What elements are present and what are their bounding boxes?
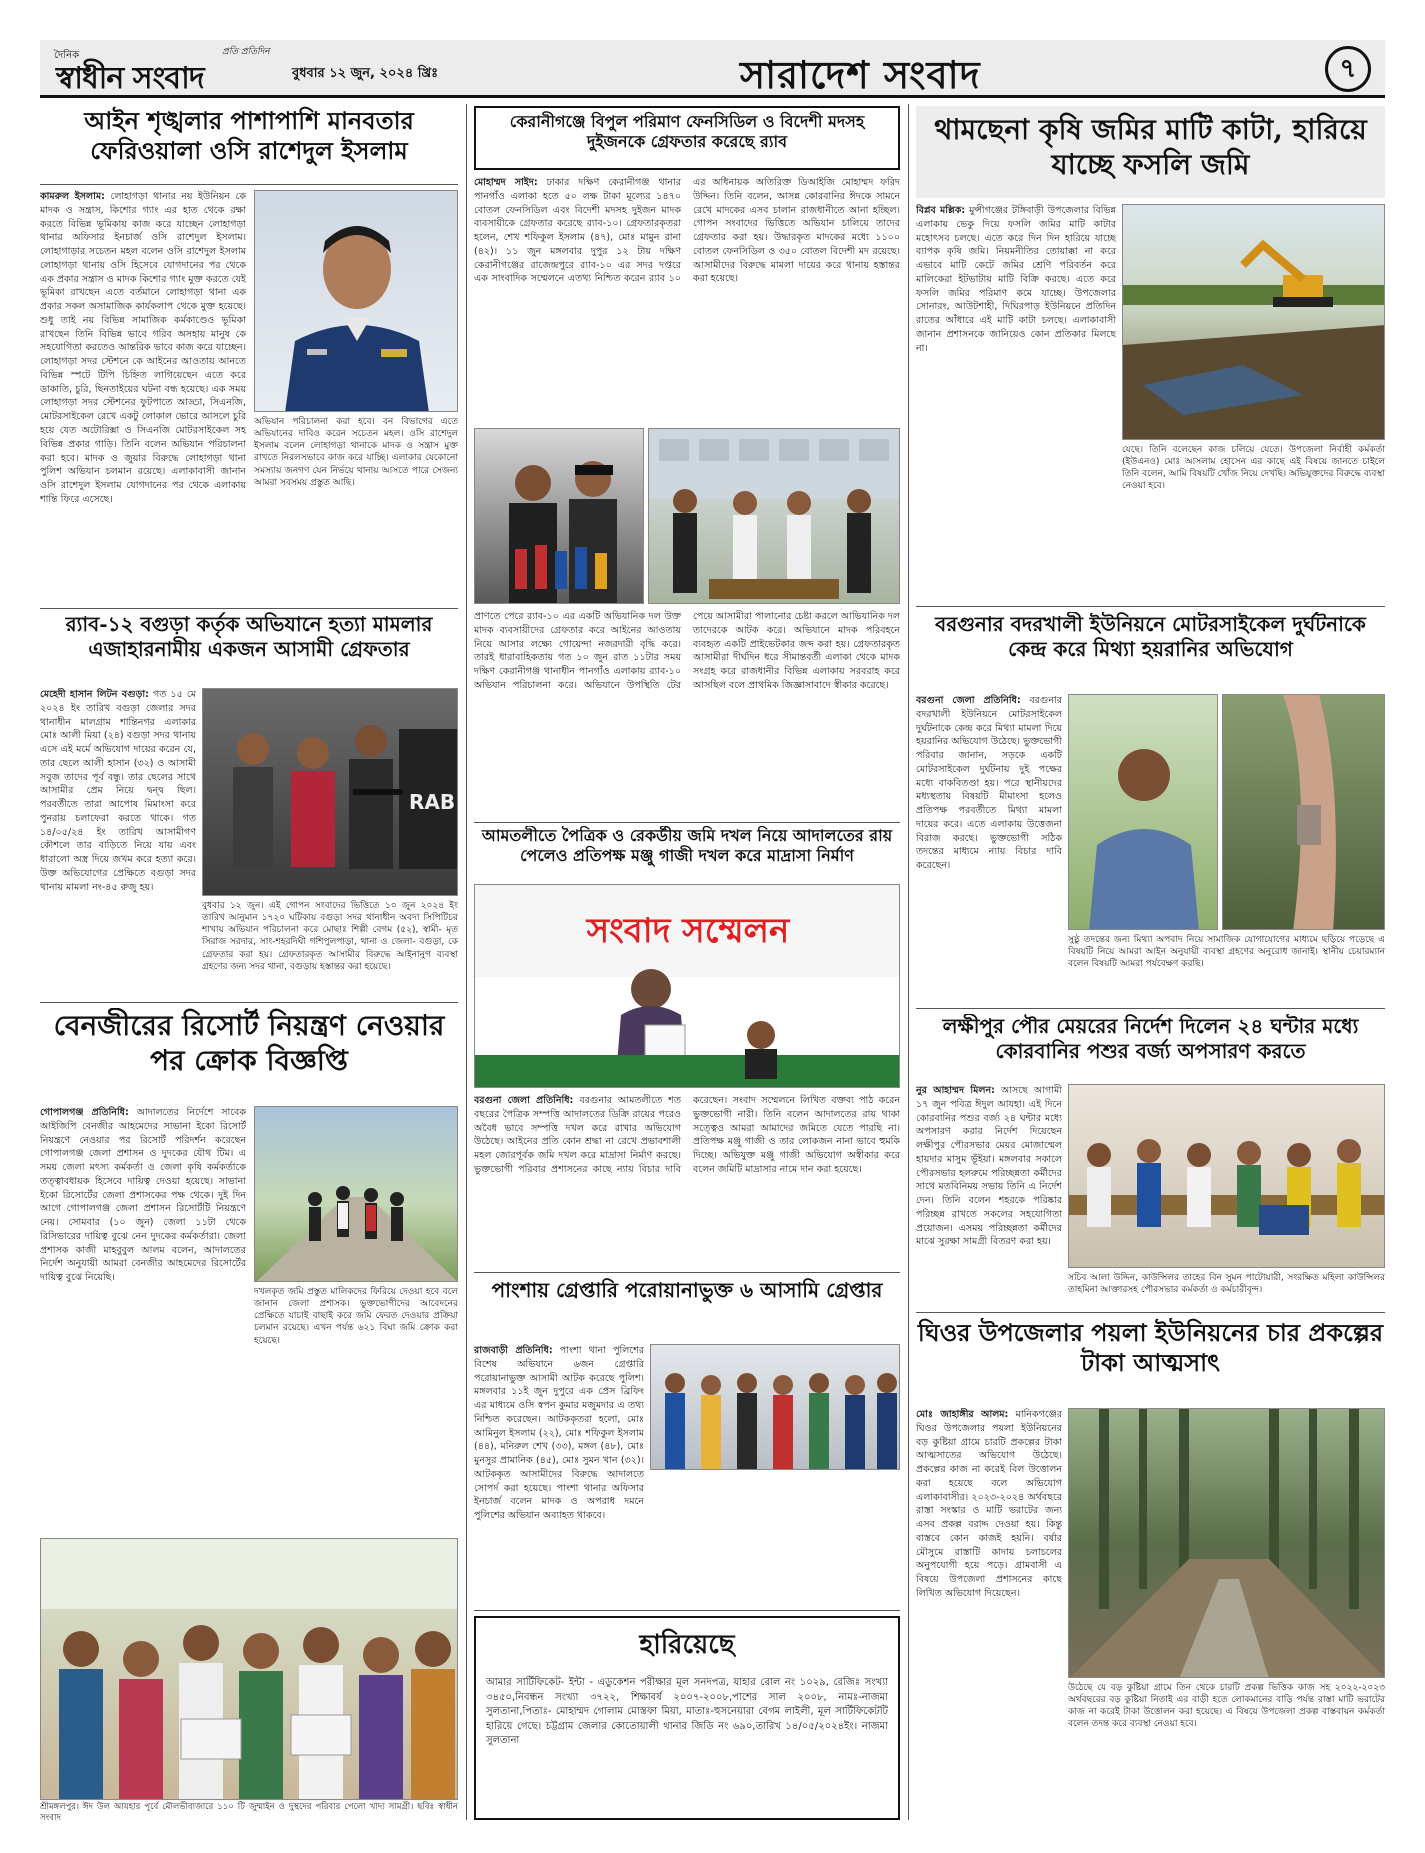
lakshmipur-photo-caption: সচিব আলা উদ্দিন, কাউন্সিলর তাহের বিন সুমন পাটোয়ারী, সংরক্ষিত মহিলা কাউন্সিলর তাহমিনা আক্তারসহ পৌরসভার কর্মকর্তা ও কর্মচারীবৃন্দ। [1068,1273,1385,1296]
barguna-headline-box [916,612,1385,688]
amtali-headline-box [474,826,900,878]
oc-body [40,190,246,602]
oc-photo-caption: অভিযান পরিচালনা করা হবে। বন বিভাগের এতে অভিযানের দাবিও করেন সচেতন মহল। ওসি রাশেদুল ইসলাম বলেন লোহাগড়া থানাকে মাদক ও সন্ত্রাস মুক্ত রাখতে নিরলসভাবে কাজ করে যাচ্ছি। এলাকার যেকোনো সমস্যায় জনগণ যেন নির্ভয়ে থানায় আসতে পারে সেজন্য আমরা সবসময় প্রস্তুত আছি। [254,417,458,488]
farmland-byline: বিপ্লব মল্লিক: [916,205,966,216]
rab12-body-text: গত ১৫ মে ২০২৪ ইং তারিখ বগুড়া জেলার সদর থানাধীন মালগ্রাম শান্তিনগর এলাকার মোঃ আলী মিয়া (২৪) বগুড়া সদর থানায় এসে এই মর্মে অভিযোগ দায়ের করেন যে, তার ছেলে আলী হাসান (৩২) ও আসামী সবুজ তাদের পূর্ব বন্ধু। তার ছেলের সাথে আসামীর প্রেম নিয়ে দ্বন্দ্ব ছিল। পরবর্তীতে তারা আপোষ মিমাংসা করে পুনরায় চলাফেরা করতে থাকে। গত ১৪/০৫/২৪ ইং তারিখ আসামীগণ কৌশলে তার বাড়িতে নিয়ে যায় এবং ধারালো অস্ত্র দিয়ে জখম করে হত্যা করে। উক্ত অভিযোগের প্রেক্ষিতে বগুড়া সদর থানায় মামলা নং-৪৫ রুজু হয়। [40,689,196,893]
excavator-farmland-photo [1122,204,1385,440]
lakshmipur-body [916,1084,1062,1306]
ghior-byline: মোঃ জাহাঙ্গীর আলম: [916,1409,1009,1420]
press-conference-banner: সংবাদ সম্মেলন [586,911,790,951]
lost-notice-body: আমার সার্টিফিকেট- ইন্টা - এডুকেশন পরীক্ষার মূল সনদপত্র, যাহার রোল নং ১০২৯, রেজিঃ সংখ্যা ৩৪৫০,নিবন্ধন সংখ্যা ৩৭২২, শিক্ষাবর্ষ ২০০৭-২০০৮,পাশের সাল ২০০৮, নামঃ-নাজমা সুলতানা,পিতাঃ- মোহাম্মদ গোলাম মোস্তফা মিয়া, মাতাঃ-হুসনেয়ারা বেগম লাইলী, মূল সার্টিফিকেটটি হারিয়ে গেছে। চট্টগ্রাম জেলার কোতোয়ালী থানার জিডি নং ৬৯০,তারিখ ১৪/০৫/২০২৪ইং। নাজমা সুলতানা [486,1677,888,1746]
page-number: ৭ [1325,46,1371,92]
officials-walking-icon [255,1107,458,1282]
farmland-photo-caption: যেছে। তিনি বলেছেন কাজ চলিয়ে যেতে। উপজেলা নির্বাহী কর্মকর্তা (ইউএনও) মোঃ আসলাম হোসেন এর কাছে এই বিষয়ে জানতে চাইলে তিনি বলেন, আমি বিষয়টি খোঁজ নিয়ে দেখছি। অভিযুক্তদের বিরুদ্ধে ব্যবস্থা নেওয়া হবে। [1122,445,1385,492]
newspaper-page [40,40,1385,1824]
phensedyl-headline: কেরানীগঞ্জে বিপুল পরিমাণ ফেনসিডিল ও বিদেশী মদসহ দুইজনকে গ্রেফতার করেছে র‍্যাব [509,112,865,151]
lakshmipur-headline: লক্ষীপুর পৌর মেয়রের নির্দেশ দিলেন ২৪ ঘন্টার মধ্যে কোরবানির পশুর বর্জ্য অপসারণ করতে [942,1014,1359,1063]
lakshmipur-body-text: আসছে আগামী ১৭ জুন পবিত্র ঈদুল আযহা। এই দিনে কোরবানির পশুর বর্জ্য ২৪ ঘন্টার মধ্যে অপসারণ করার নির্দেশ দিয়েছেন লক্ষীপুর পৌরসভার মেয়র মোজাম্মেল হায়দার মাসুম ভূঁইয়া। মঙ্গলবার সকালে পৌরসভার হলরুমে পরিচ্ছন্নতা কর্মীদের সাথে মতবিনিময় সভায় তিনি এ নির্দেশ দেন। তিনি বলেন শহরকে পরিষ্কার পরিচ্ছন্ন রাখতে সকলের সহযোগিতা প্রয়োজন। এসময় পরিচ্ছন্নতা কর্মীদের মাঝে সুরক্ষা সামগ্রী বিতরণ করা হয়। [916,1085,1062,1248]
rab12-arrest-photo [202,688,458,896]
food-distribution-crowd-icon [41,1539,458,1800]
pangsha-body-continued [650,1474,900,1604]
amtali-headline: আমতলীতে পৈত্রিক ও রেকর্ডীয় জমি দখল নিয়ে আদালতের রায় পেলেও প্রতিপক্ষ মঞ্জু গাজী দখল করে মাদ্রাসা নির্মাণ [481,826,893,865]
divider [40,608,458,609]
pangsha-headline: পাংশায় গ্রেপ্তারি পরোয়ানাভুক্ত ৬ আসামি গ্রেপ্তার [491,1278,883,1302]
pangsha-body-text: পাংশা থানা পুলিশের বিশেষ অভিযানে ৬জন গ্রেপ্তারি পরোয়ানাভুক্ত আসামী আটক করেছে পুলিশ। মঙ্গলবার ১১ই জুন দুপুরে এক প্রেস ব্রিফিং এর মাধ্যমে ওসি স্বপন কুমার মজুমদার এ তথ্য নিশ্চিত করেছেন। আটককৃতরা হলো, মোঃ আমিনুল ইসলাম (২২), মোঃ শফিকুল ইসলাম (৪৪), মনিরুল শেখ (৩৩), মঙ্গল (৪৮), মোঃ মুনসুর প্রামানিক (৪৫), মোঃ সুমন খান (৩২)। আটককৃত আসামীদের বিরুদ্ধে আদালতে সোপর্দ করা হয়েছে। পাংশা থানার অফিসার ইনচার্জ বলেন মাদক ও অপরাধ দমনে পুলিশের অভিযান অব্যাহত থাকবে। [474,1345,644,1522]
oc-headline-box [40,106,458,180]
divider [916,606,1385,607]
paper-logo: স্বাধীন সংবাদ [56,61,204,96]
barguna-man-photo [1068,694,1218,930]
lakshmipur-meeting-photo [1068,1084,1385,1268]
divider [916,1008,1385,1009]
column-divider [908,104,909,1820]
barguna-photo-caption: সুষ্ঠু তদন্তের জন্য মিথ্যা অপবাদ নিয়ে সামাজিক যোগাযোগের মাধ্যমে ছড়িয়ে পড়েছে এ বিষয়টি নিয়ে আমরা আইন অনুযায়ী ব্যবস্থা গ্রহণের অনুরোধ জানাই। স্থানীয় চেয়ারম্যান বলেন বিষয়টি আমরা পর্যবেক্ষণ করছি। [1068,935,1385,970]
ghior-muddy-road-photo [1068,1408,1385,1678]
benazir-body-text: আদালতের নির্দেশে সাবেক আইজিপি বেনজীর আহমেদের সাভানা ইকো রিসোর্ট নিয়ন্ত্রণে নেওয়ার পর রিসোর্ট পরিদর্শন করেছেন গোপালগঞ্জ জেলা প্রশাসন ও দুদকের যৌথ টিম। এ সময় জেলা মৎস্য কর্মকর্তা ও জেলা কৃষি কর্মকর্তাকে তত্ত্বাবধায়ক হিসেবে দায়িত্ব দেওয়া হয়েছে। সাভানা ইকো রিসোর্টের জেলা প্রশাসকের পক্ষ থেকে। দুই দিন আগে গোপালগঞ্জ জেলা প্রশাসন রিসোর্টটি নিয়ন্ত্রণে নেয়। সোমবার (১০ জুন) জেলা ১১টা থেকে রিসিভারের দায়িত্ব বুঝে নেন দুদকের কর্মকর্তারা। জেলা প্রশাসক কাজী মাহবুবুল আলম বলেন, আদালতের নির্দেশ অনুযায়ী আমরা বেনজীর আহমেদের রিসোর্টের দায়িত্ব বুঝে নিয়েছি। [40,1107,246,1284]
barguna-byline: বরগুনা জেলা প্রতিনিধি: [916,695,1021,706]
ghior-body [916,1408,1062,1820]
lost-notice-title: হারিয়েছে [639,1630,735,1660]
amtali-body-text: বরগুনার আমতলীতে শত বছরের পৈত্রিক সম্পত্তি আদালতের ডিক্রি রায়ের পরেও অবৈধ ভাবে সম্পত্তি দখল করে রাখার অভিযোগ উঠেছে। আইনের প্রতি কোন শ্রদ্ধা না রেখে প্রভাবশালী মহল জোরপূর্বক জমি দখল করে মাদ্রাসা নির্মাণ করছে। ভুক্তভোগী পরিবার প্রশাসনের কাছে ন্যায় বিচার দাবি করেছেন। সংবাদ সম্মেলনে লিখিত বক্তব্য পাঠ করেন ভুক্তভোগী নারী। তিনি বলেন আদালতের রায় থাকা সত্ত্বেও আমরা আমাদের জমিতে যেতে পারছি না। প্রতিপক্ষ মঞ্জু গাজী ও তার লোকজন নানা ভাবে হুমকি দিচ্ছে। অভিযুক্ত মঞ্জু গাজী অভিযোগ অস্বীকার করে বলেন জমিটি মাদ্রাসার নামে দান করা হয়েছে। [474,1095,900,1175]
svg-text:RAB: RAB [409,790,456,814]
rab12-body [40,688,196,994]
seized-goods-photo [648,428,900,604]
rab12-byline: মেহেদী হাসান লিটন বগুড়া: [40,689,149,700]
barguna-body-text: বরগুনার বদরখালী ইউনিয়নে মোটরসাইকেল দুর্ঘটনাকে কেন্দ্র করে মিথ্যা মামলা দিয়ে হয়রানির অভিযোগ উঠেছে। ভুক্তভোগী পরিবার জানান, সড়কে একটি মোটরসাইকেল দুর্ঘটনায় দুই পক্ষের মধ্যে বাকবিতণ্ডা হয়। পরে স্থানীয়দের মধ্যস্থতায় বিষয়টি মীমাংসা হলেও প্রতিপক্ষ পরবর্তীতে মিথ্যা মামলা দায়ের করে। এতে এলাকায় উত্তেজনা বিরাজ করছে। ভুক্তভোগী সঠিক তদন্তের মাধ্যমে ন্যায় বিচার দাবি করেছেন। [916,695,1062,872]
pangsha-arrestees-photo [650,1344,900,1470]
benazir-byline: গোপালগঞ্জ প্রতিনিধি: [40,1107,129,1118]
benazir-headline: বেনজীরের রিসোর্ট নিয়ন্ত্রণ নেওয়ার পর ক্রোক বিজ্ঞপ্তি [53,1009,445,1077]
issue-date: বুধবার ১২ জুন, ২০২৪ খ্রিঃ [292,66,439,81]
barguna-headline: বরগুনার বদরখালী ইউনিয়নে মোটরসাইকেল দুর্ঘটনাকে কেন্দ্র করে মিথ্যা হয়রানির অভিযোগ [935,612,1366,661]
benazir-photo-caption: দখলকৃত জমি প্রস্তুত মালিকদের ফিরিয়ে দেওয়া হবে বলে জানান জেলা প্রশাসক। ভুক্তভোগীদের আবেদনের প্রেক্ষিতে যাচাই বাছাই করে জমি ফেরত দেওয়ার প্রক্রিয়া চলমান রয়েছে। এখন পর্যন্ত ৬২১ বিঘা জমি ক্রোক করা হয়েছে। [254,1287,458,1346]
barguna-wound-photo [1222,694,1385,930]
amtali-byline: বরগুনা জেলা প্রতিনিধি: [474,1095,574,1106]
injury-closeup-icon [1223,695,1385,930]
phensedyl-body [474,176,900,422]
section-title: সারাদেশ সংবাদ [740,52,981,97]
ghior-body-text: মানিকগঞ্জের ঘিওর উপজেলার পয়লা ইউনিয়নের বড় কুষ্টিয়া গ্রামে চারটি প্রকল্পের টাকা আত্মসাতের অভিযোগ উঠেছে। প্রকল্পের কাজ না করেই বিল উত্তোলন করা হয়েছে বলে অভিযোগ এলাকাবাসীর। ২০২৩-২০২৪ অর্থবছরে রাস্তা সংস্কার ও মাটি ভরাটের জন্য এসব প্রকল্প বরাদ্দ দেওয়া হয়। কিন্তু বাস্তবে কোন কাজই হয়নি। বর্ষার মৌসুমে রাস্তাটি কাদায় চলাচলের অনুপযোগী হয়ে পড়ে। গ্রামবাসী এ বিষয়ে উপজেলা প্রশাসনের কাছে লিখিত অভিযোগ দিয়েছেন। [916,1409,1062,1599]
oc-body-text: লোহাগড়া থানার নয় ইউনিয়ন কে মাদক ও সন্ত্রাস, কিশোর গ্যাং এর হাত থেকে রক্ষা করতে বিভিন্ন ভূমিকায় কাজ করে যাচ্ছেন লোহাগড়া থানার অফিসার ইনচার্জ ওসি রাশেদুল ইসলাম। লোহাগাড়ার সচেতন মহল বলেন ওসি রাশেদুল ইসলাম লোহাগড়া থানায় ওসি হিসেবে যোগদানের পর থেকে এক প্রকার সন্ত্রাস ও মাদক কিশোর গ্যাং মুক্ত করতে যেই ভূমিকা রাখছেন এতে বর্তমানে লোহাগড়া থানা এক প্রকার সকল অসামাজিক কার্যকলাপ থেকে মুক্ত হয়েছে। শুধু তাই নয় বিভিন্ন সামাজিক কর্মকাণ্ডেও ভূমিকা রাখছেন তিনি বিভিন্ন ভাবে গরিব অসহায় মানুষ কে সহযোগিতা করতেও আন্তরিক ভাবে কাজ করে যাচ্ছেন। লোহাগড়া সদর স্টেশনে কে আইনের আওতায় আনতে বিভিন্ন স্পটে টিপি চিহ্নিত লাগিয়েছেন এতে করে ডাকাতি, চুরি, ছিনতাইয়ের ঘটনা বন্ধ হয়েছে। এক সময় লোহাগড়া সদর স্টেশনের ফুটপাতে আড্ডা, সিএনজি, মোটরসাইকেল রেখে একটু লোকাল ভোরে আসলে চুরি হয়ে যেত অটোরিক্সা ও সিএনজি মোটরসাইকেল সহ বিভিন্ন প্রকার গাড়ি। তিনি বলেন অভিযান পরিচালনা করা হবে। মাদক ও জুয়ার বিরুদ্ধে লোহাগড়া থানা পুলিশ অভিযান চলমান রয়েছে। এলাকাবাসী জানান ওসি রাশেদুল ইসলাম যোগদানের পর থেকে এলাকায় শান্তি ফিরে এসেছে। [40,191,246,505]
ghior-headline-box [916,1318,1385,1402]
oc-portrait-photo [254,190,458,412]
column-divider [466,104,467,1820]
pangsha-body [474,1344,644,1604]
phensedyl-byline: মোহাম্মদ সাইদ: [474,177,538,188]
food-distribution-caption: শ্রীমঙ্গলপুর। ঈদ উল আযহার পূর্বে মৌলভীবাজারে ১১০ টি জুম্মাইন ও দুস্থদের পরিবার পেলো খাদ্য সামগ্রী। ছবিঃ স্বাধীন সংবাদ [40,1802,458,1824]
amtali-body [474,1094,900,1266]
masthead [40,40,1385,98]
press-conference-photo [474,884,900,1088]
seized-drugs-display-icon [649,429,900,604]
phensedyl-body-continued: প্রাণতে পেরে র‍্যাব-১০ এর একটি অভিযানিক দল উক্ত মাদক ব্যবসায়ীদের গ্রেফতার করে আইনের আওতায় নিয়ে আসার লক্ষ্যে গোয়েন্দা নজরদারী বৃদ্ধি করে। তারই ধারাবাহিকতায় গত ১০ জুন রাত ১১টার সময় দক্ষিণ কেরানীগঞ্জ থানাধীন পানগাঁও এলাকায় র‍্যাব-১০ অভিযান পরিচালনা করে। অভিযানে উপস্থিতি টের পেয়ে আসামীরা পালানোর চেষ্টা করলে আভিযানিক দল তাদেরকে আটক করে। অভিযানে মাদক পরিবহনে ব্যবহৃত একটি প্রাইভেটকার জব্দ করা হয়। গ্রেফতারকৃত আসামীরা দীর্ঘদিন ধরে সীমান্তবর্তী এলাকা থেকে মাদক সংগ্রহ করে রাজধানীর বিভিন্ন এলাকায় সরবরাহ করে আসছিল বলে প্রাথমিক জিজ্ঞাসাবাদে স্বীকার করেছে। [474,611,900,691]
barguna-body [916,694,1062,1002]
paper-tagline: প্রতি প্রতিদিন [222,47,270,57]
farmland-headline-box [916,106,1385,198]
phensedyl-body-text: ঢাকার দক্ষিণ কেরানীগঞ্জ থানার পানগাঁও এলাকা হতে ৫০ লক্ষ টাকা মূল্যের ১৪৭০ বোতল ফেনসিডিল এবং বিদেশী মদসহ দুইজন মাদক ব্যবসায়ীকে গ্রেফতার করেছে র‍্যাব-১০। গ্রেফতারকৃতরা হলেন, শেখ শফিকুল ইসলাম (৪৭), মোঃ মামুন রানা (৪২)। ১১ জুন মঙ্গলবার দুপুর ১২ টায় দক্ষিণ কেরানীগঞ্জের রাজেন্দ্রপুরে র‍্যাব-১০ এর সদর দপ্তরে এক সাংবাদিক সম্মেলনে এতথ্য নিশ্চিত করেন র‍্যাব ১০ এর অধিনায়ক অতিরিক্ত ডিআইজি মোহাম্মদ ফরিদ উদ্দিন। তিনি বলেন, আসন্ন কোরবানির ঈদকে সামনে রেখে মাদকের এসব চালান রাজধানীতে আনা হচ্ছিল। গোপন সংবাদের ভিত্তিতে অভিযান চালিয়ে তাদের গ্রেফতার করা হয়। উদ্ধারকৃত মাদকের মধ্যে ১১০০ বোতল ফেনসিডিল ও ৩৫০ বোতল বিদেশী মদ রয়েছে। আসামীদের বিরুদ্ধে মামলা দায়ের করে থানায় হস্তান্তর করা হয়েছে। [474,177,900,285]
press-conference-icon [475,885,900,1088]
benazir-resort-visit-photo [254,1106,458,1282]
divider [474,1272,900,1273]
lost-notice-box [474,1616,900,1820]
lakshmipur-byline: নুর আহাম্মদ মিলন: [916,1085,995,1096]
cleaners-meeting-icon [1069,1085,1385,1268]
press-briefing-icon [475,429,644,604]
phensedyl-headline-box [474,106,900,170]
rab12-headline: র‍্যাব-১২ বগুড়া কর্তৃক অভিযানে হত্যা মামলার এজাহারনামীয় একজন আসামী গ্রেফতার [65,612,433,661]
divider [474,1610,900,1611]
ghior-headline: ঘিওর উপজেলার পয়লা ইউনিয়নের চার প্রকল্পের টাকা আত্মসাৎ [917,1318,1384,1377]
divider [474,822,900,823]
arrest-scene-icon [203,689,458,896]
lakshmipur-headline-box [916,1014,1385,1078]
food-distribution-photo [40,1538,458,1800]
divider [916,1312,1385,1313]
excavator-icon [1123,205,1385,440]
farmland-headline: থামছেনা কৃষি জমির মাটি কাটা, হারিয়ে যাচ্ছে ফসলি জমি [934,113,1367,181]
ghior-photo-caption: উঠেছে যে বড় কুষ্টিয়া গ্রামে তিন থেকে চারটি প্রকল্প ভিত্তিক কাজ সহ ২০২২-২০২৩ অর্থবছরের বড় কুষ্টিয়া নিতাই এর বাড়ী হতে লোকমানের বাড়ি পর্যন্ত রাস্তা মাটি ভরাটের কাজ না করেই টাকা উত্তোলন করা হয়েছে। এ বিষয়ে উপজেলা প্রকল্প বাস্তবায়ন কর্মকর্তা বলেন তদন্ত করে ব্যবস্থা নেওয়া হবে। [1068,1683,1385,1730]
divider [40,1002,458,1003]
man-portrait-icon [1069,695,1218,930]
police-officer-portrait-icon [255,191,458,412]
rab12-headline-box [40,612,458,682]
rab10-press-briefing-photo [474,428,644,604]
farmland-body [916,204,1116,600]
arrestees-lineup-icon [651,1345,900,1470]
paper-daily-tag: দৈনিক [54,50,80,61]
benazir-headline-box [40,1008,458,1100]
oc-byline: কামরুল ইসলাম: [40,191,105,202]
benazir-body [40,1106,246,1532]
pangsha-byline: রাজবাড়ী প্রতিনিধি: [474,1345,553,1356]
rab12-photo-caption: বুধবার ১২ জুন। এই গোপন সংবাদের ভিত্তিতে ১০ জুন ২০২৪ ইং তারিখ আনুমান ১৭২০ ঘটিকায় বগুড়া সদর থানাধীন অবদা সিপিটিচর শাখায় অভিযান পরিচালনা করে মোছাঃ শিল্পী বেগম (৫২), স্বামী- মৃত সিরাজ সরদার, সাং-শহরদিঘী গশিপুলপাড়া, থানা ও জেলা- বগুড়া, কে গ্রেফতার করা হয়। গ্রেফতারকৃত আসামীর বিরুদ্ধে আইনানুগ ব্যবস্থা গ্রহণের জন্য সদর থানা, বগুড়ায় হস্তান্তর করা হয়েছে। [202,901,458,972]
divider [40,184,458,185]
pangsha-headline-box [474,1278,900,1338]
oc-headline: আইন শৃঙ্খলার পাশাপাশি মানবতার ফেরিওয়ালা ওসি রাশেদুল ইসলাম [84,106,414,165]
muddy-forest-road-icon [1069,1409,1385,1678]
farmland-body-text: মুন্সীগঞ্জের টঙ্গিবাড়ী উপজেলার বিভিন্ন এলাকায় ভেকু দিয়ে ফসলি জমির মাটি কাটার মহোৎসব চলছে। এতে করে দিন দিন হারিয়ে যাচ্ছে ব্যাপক কৃষি জমি। নিয়মনীতির তোয়াক্কা না করে এভাবে মাটি কেটে জমির শ্রেণি পরিবর্তন করে মালিকেরা ইটভাটায় মাটি বিক্রি করছে। এতে করে ফসলি জমির পরিমাণ কমে যাচ্ছে। উপজেলার সোনারং, আউটশাহী, দিঘিরপাড় ইউনিয়নে প্রতিদিন রাতের আঁধারে এই মাটি কাটা চলছে। এলাকাবাসী জানান প্রশাসনকে জানিয়েও কোন প্রতিকার মিলছে না। [916,205,1116,354]
